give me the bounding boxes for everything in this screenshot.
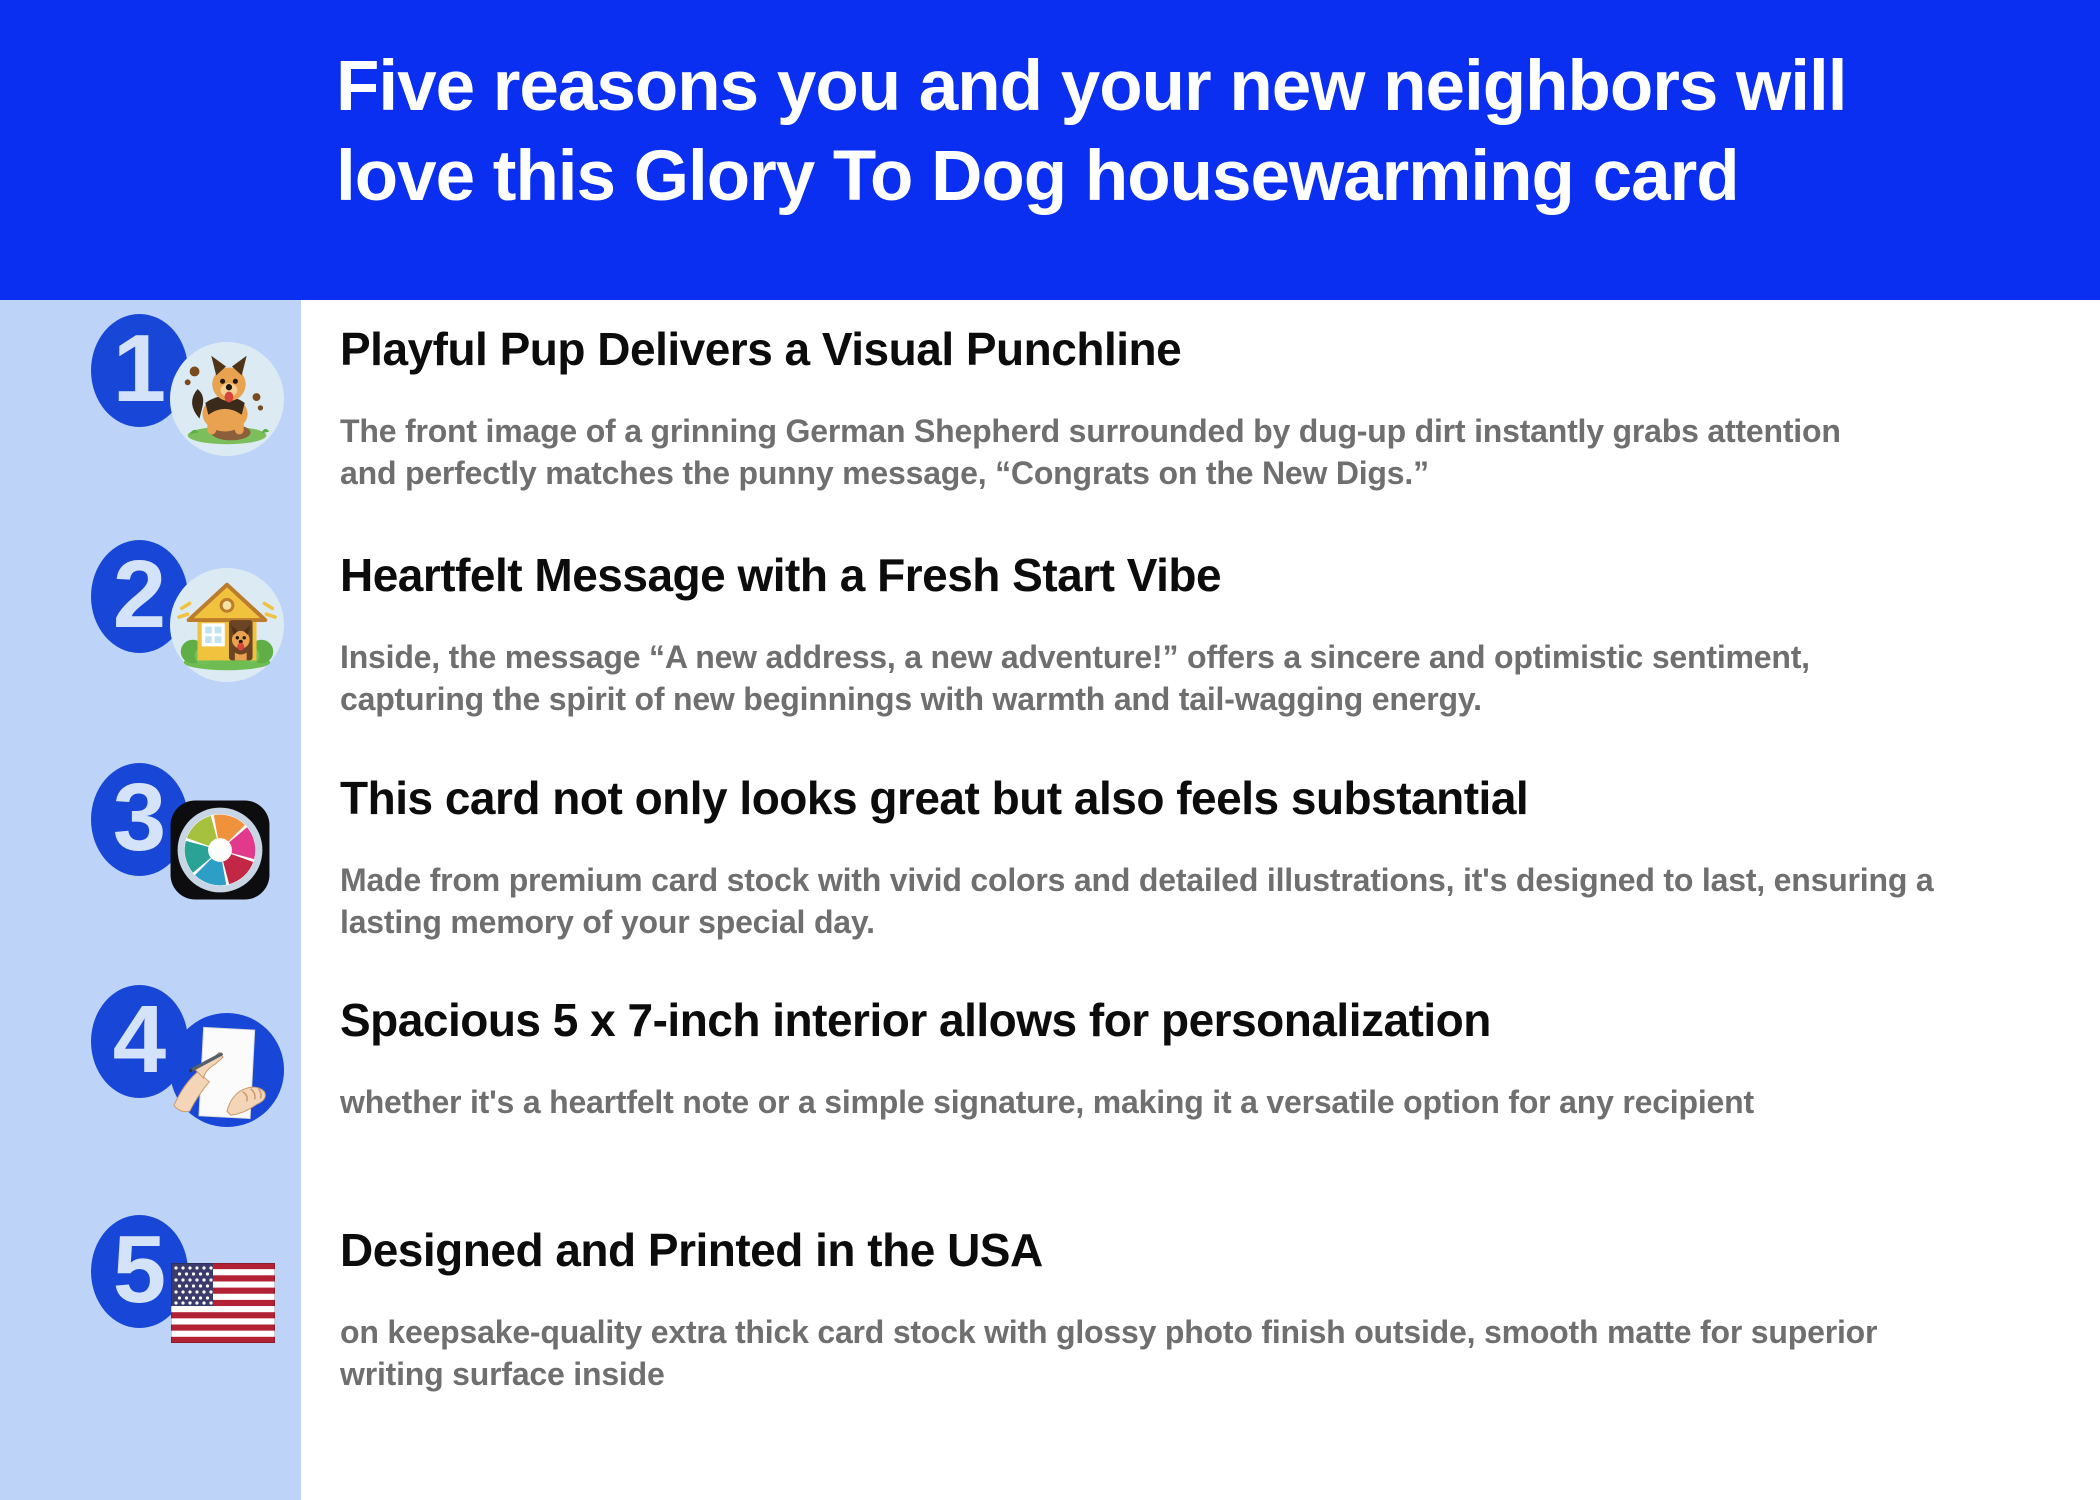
- body-line: writing surface inside: [340, 1356, 665, 1392]
- feature-section-5: [0, 1213, 2100, 1435]
- title-line-1: Five reasons you and your new neighbors will: [336, 47, 1847, 126]
- house-with-dog-icon: [168, 566, 286, 684]
- section-body: [340, 410, 1841, 494]
- body-line: lasting memory of your special day.: [340, 904, 875, 940]
- number-label: 5: [112, 1215, 167, 1323]
- section-heading: This card not only looks great but also feels substantial: [340, 772, 1529, 824]
- section-heading: Heartfelt Message with a Fresh Start Vibe: [340, 549, 1222, 601]
- body-line: Inside, the message “A new address, a new adventure!” offers a sincere and optimistic sentiment,: [340, 639, 1810, 675]
- body-line: capturing the spirit of new beginnings with warmth and tail-wagging energy.: [340, 681, 1482, 717]
- feature-section-4: [0, 983, 2100, 1205]
- section-heading: Spacious 5 x 7-inch interior allows for personalization: [340, 994, 1491, 1046]
- section-heading: Designed and Printed in the USA: [340, 1224, 1043, 1276]
- body-line: whether it's a heartfelt note or a simple signature, making it a versatile option for any recipient: [340, 1084, 1754, 1120]
- page-title: [336, 42, 1846, 222]
- camera-shutter-icon: [167, 797, 273, 903]
- german-shepherd-digging-icon: [168, 340, 286, 458]
- number-label: 4: [112, 985, 167, 1093]
- section-body: [340, 1081, 1754, 1123]
- section-heading: Playful Pup Delivers a Visual Punchline: [340, 323, 1182, 375]
- section-body: [340, 859, 1933, 943]
- body-line: and perfectly matches the punny message, “Congrats on the New Digs.”: [340, 455, 1429, 491]
- feature-section-2: [0, 538, 2100, 760]
- body-line: The front image of a grinning German Shepherd surrounded by dug-up dirt instantly grabs attention: [340, 413, 1841, 449]
- number-label: 3: [112, 763, 167, 871]
- header-banner: [0, 0, 2100, 300]
- usa-flag-icon: [171, 1263, 275, 1343]
- number-label: 1: [112, 314, 167, 422]
- section-body: [340, 636, 1810, 720]
- section-body: [340, 1311, 1877, 1395]
- body-line: Made from premium card stock with vivid colors and detailed illustrations, it's designed to last, ensuring a: [340, 862, 1934, 898]
- body-line: on keepsake-quality extra thick card stock with glossy photo finish outside, smooth matte for superior: [340, 1314, 1878, 1350]
- feature-section-3: [0, 761, 2100, 983]
- feature-section-1: [0, 312, 2100, 534]
- number-label: 2: [112, 540, 167, 648]
- title-line-2: love this Glory To Dog housewarming card: [336, 137, 1739, 216]
- hands-writing-icon: [168, 1011, 286, 1129]
